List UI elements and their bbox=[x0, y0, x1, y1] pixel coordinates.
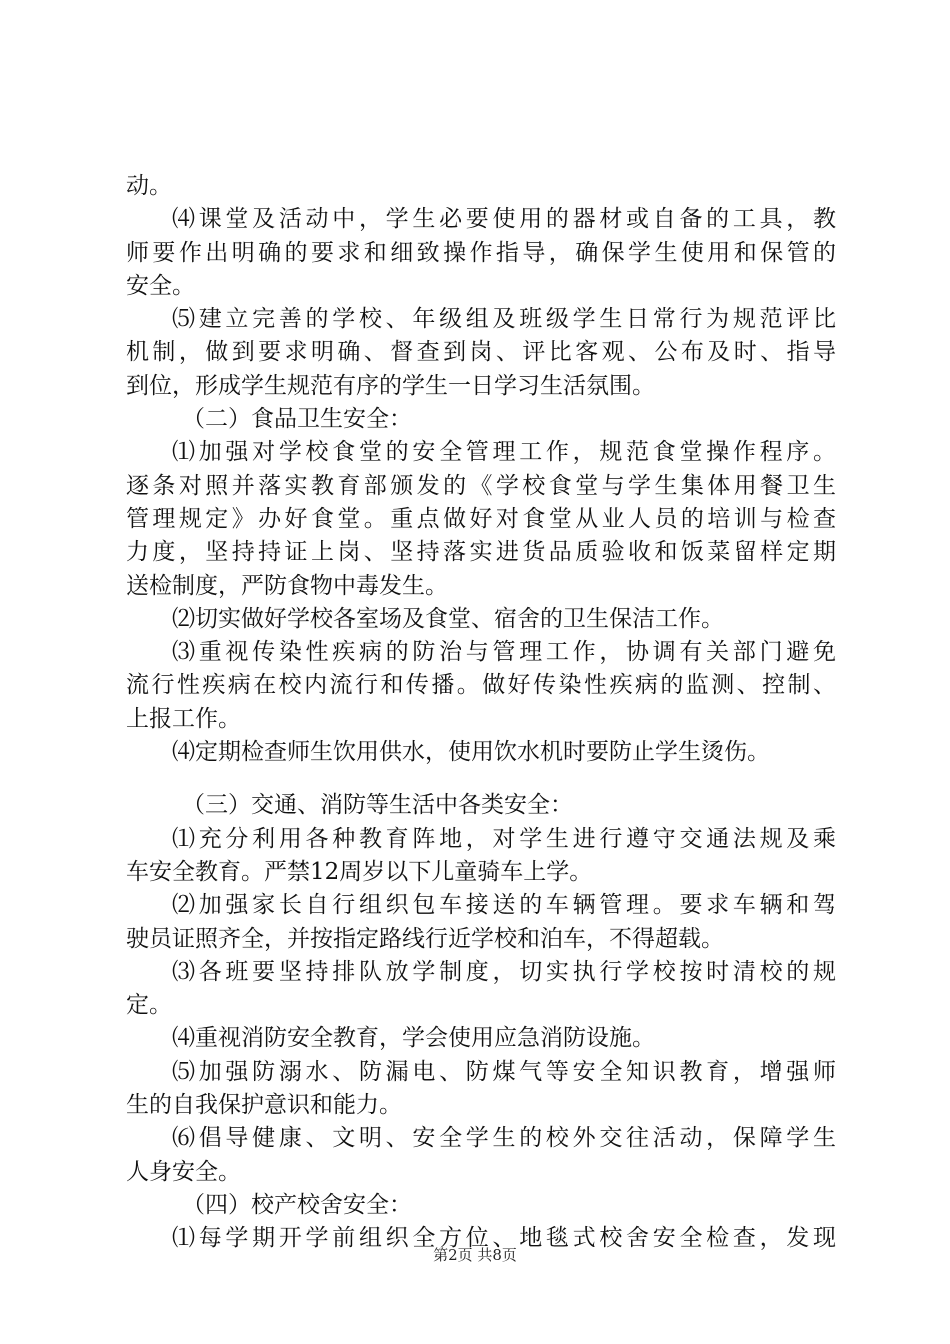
paragraph-line: 逐条对照并落实教育部颁发的《学校食堂与学生集体用餐卫生 bbox=[126, 472, 836, 499]
document-body bbox=[126, 170, 836, 1256]
paragraph-line: ⑷定期检查师生饮用供水，使用饮水机时要防止学生烫伤。 bbox=[172, 739, 770, 766]
paragraph-line: 驶员证照齐全，并按指定路线行近学校和泊车，不得超载。 bbox=[126, 925, 724, 952]
paragraph-line: ⑵加强家长自行组织包车接送的车辆管理。要求车辆和驾 bbox=[172, 892, 836, 919]
paragraph-line: ⑶重视传染性疾病的防治与管理工作，协调有关部门避免 bbox=[172, 639, 836, 666]
paragraph-line: ⑷课堂及活动中，学生必要使用的器材或自备的工具，教 bbox=[172, 206, 836, 233]
page-number-label: 第2页 共8页 bbox=[433, 1246, 517, 1264]
paragraph-line: 车安全教育。严禁12周岁以下儿童骑车上学。 bbox=[126, 858, 593, 885]
paragraph-line: 生的自我保护意识和能力。 bbox=[126, 1092, 402, 1119]
paragraph-line: 上报工作。 bbox=[126, 705, 241, 732]
paragraph-line: 到位，形成学生规范有序的学生一日学习生活氛围。 bbox=[126, 372, 655, 399]
paragraph-line: ⑵切实做好学校各室场及食堂、宿舍的卫生保洁工作。 bbox=[172, 605, 724, 632]
paragraph-gap bbox=[126, 769, 836, 789]
paragraph-line: 流行性疾病在校内流行和传播。做好传染性疾病的监测、控制、 bbox=[126, 672, 836, 699]
paragraph-line: ⑴充分利用各种教育阵地，对学生进行遵守交通法规及乘 bbox=[172, 825, 836, 852]
paragraph-line: 管理规定》办好食堂。重点做好对食堂从业人员的培训与检查 bbox=[126, 505, 836, 532]
paragraph-line: ⑸建立完善的学校、年级组及班级学生日常行为规范评比 bbox=[172, 306, 836, 333]
page-footer bbox=[0, 1245, 950, 1265]
paragraph-line: ⑷重视消防安全教育，学会使用应急消防设施。 bbox=[172, 1025, 655, 1052]
section-heading: （三）交通、消防等生活中各类安全： bbox=[182, 792, 573, 819]
paragraph-line: 定。 bbox=[126, 992, 172, 1019]
paragraph-line: 安全。 bbox=[126, 272, 195, 299]
paragraph-line: 师要作出明确的要求和细致操作指导，确保学生使用和保管的 bbox=[126, 239, 836, 266]
paragraph-line: 力度，坚持持证上岗、坚持落实进货品质验收和饭菜留样定期 bbox=[126, 539, 836, 566]
paragraph-line: ⑴加强对学校食堂的安全管理工作，规范食堂操作程序。 bbox=[172, 439, 836, 466]
paragraph-line: ⑸加强防溺水、防漏电、防煤气等安全知识教育，增强师 bbox=[172, 1058, 836, 1085]
paragraph-line: 机制，做到要求明确、督查到岗、评比客观、公布及时、指导 bbox=[126, 339, 836, 366]
paragraph-line: 动。 bbox=[126, 173, 172, 199]
paragraph-line: ⑹倡导健康、文明、安全学生的校外交往活动，保障学生 bbox=[172, 1125, 836, 1152]
paragraph-line: 送检制度，严防食物中毒发生。 bbox=[126, 572, 448, 599]
paragraph-line: 人身安全。 bbox=[126, 1158, 241, 1185]
section-heading: （二）食品卫生安全： bbox=[182, 406, 412, 433]
section-heading: （四）校产校舍安全： bbox=[182, 1191, 412, 1218]
paragraph-line: ⑴每学期开学前组织全方位、地毯式校舍安全检查，发现 bbox=[172, 1225, 836, 1252]
paragraph-line: ⑶各班要坚持排队放学制度，切实执行学校按时清校的规 bbox=[172, 958, 836, 985]
